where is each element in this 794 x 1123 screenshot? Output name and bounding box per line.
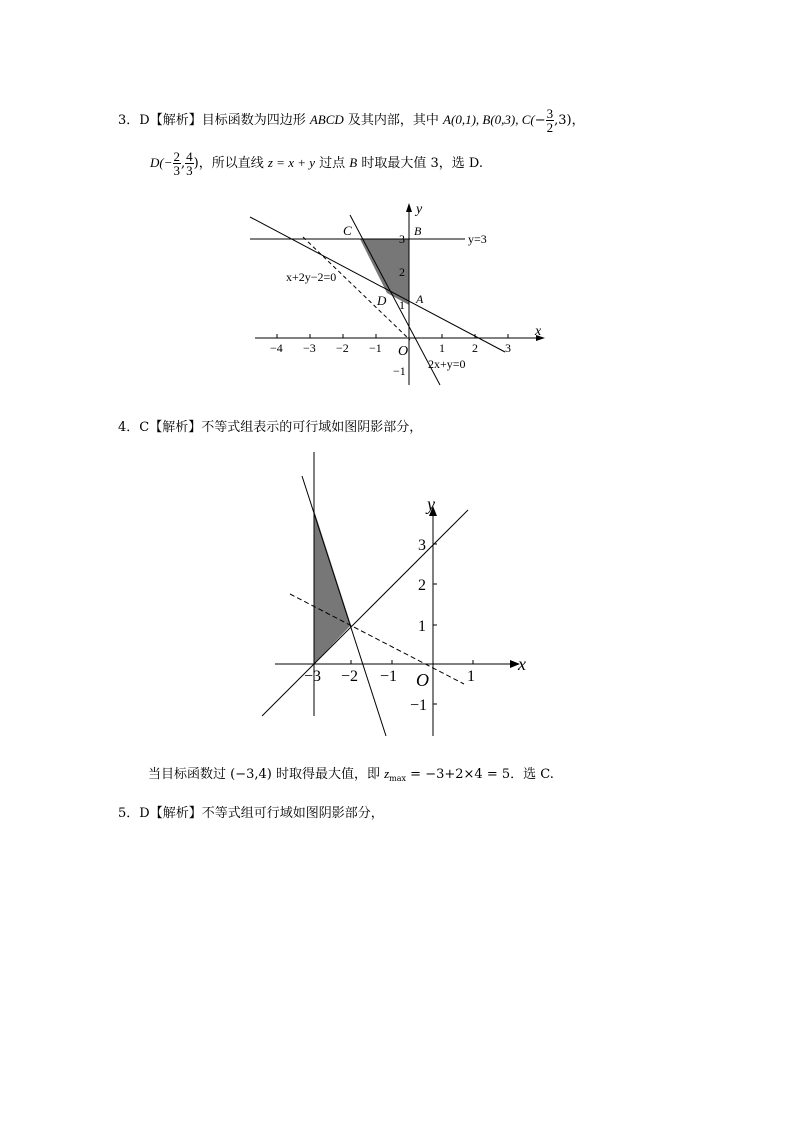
q4-conclusion: [148, 763, 554, 783]
fig2-x-label: x: [518, 654, 526, 674]
fig1-line-x2y: [250, 217, 505, 352]
q3-line-2: D(− $\frac{2}{3}$ , $\frac{4}{3}$ )，所以直线 z = x + y 过点 B 时取最大值 3，选 D.: [150, 149, 483, 178]
q3-mid: 及其内部，其中: [343, 113, 444, 128]
fig1-label-y3: y=3: [468, 232, 487, 246]
fig2-xtick: −2: [341, 668, 359, 685]
fig2-xtick: −1: [380, 668, 398, 685]
q3-frac-c: $\frac{3}{2}$: [546, 106, 554, 135]
q3-prefix: 3．D【解析】目标函数为四边形: [118, 113, 310, 128]
q3-c-tail: ,3)，: [554, 113, 585, 128]
q3-conclusion: 时取最大值 3，选 D.: [357, 156, 483, 171]
fig1-xtick: −1: [369, 341, 382, 355]
fig1-ytick: 1: [399, 298, 405, 312]
q4-z-sub: max: [389, 774, 407, 783]
fig2-ytick: 1: [418, 618, 426, 635]
q3-equation: z = x + y: [267, 155, 316, 170]
fig2-ytick: 2: [418, 577, 426, 594]
q3-points-ab: A(0,1), B(0,3), C(: [443, 112, 535, 127]
q3-minus: −: [534, 113, 546, 128]
fig1-xtick: −2: [336, 341, 349, 355]
q4-line: 4．C【解析】不等式组表示的可行域如图阴影部分，: [118, 420, 423, 435]
fig1-label-line1: x+2y−2=0: [286, 270, 337, 284]
fig1-point-c: C: [343, 223, 352, 238]
fig1-y-arrow: [406, 203, 412, 212]
fig1-xtick: −4: [270, 341, 283, 355]
fig1-x-label: x: [535, 324, 542, 339]
figure-2: [250, 448, 550, 748]
fig1-ytick: 3: [399, 232, 405, 246]
fig1-xtick: 1: [439, 341, 445, 355]
q5-line: 5．D【解析】不等式组可行域如图阴影部分，: [118, 806, 384, 821]
q4-conclusion-pre: 当目标函数过 (−3,4) 时取得最大值，即: [148, 767, 385, 782]
fig1-point-a: A: [416, 292, 424, 306]
q3-line-1: [118, 107, 585, 134]
q3-quad-label: ABCD: [309, 112, 344, 127]
fig2-ytick: 3: [418, 537, 426, 554]
figure-1: [240, 195, 560, 395]
fig2-xtick: 1: [467, 668, 475, 685]
fig1-y-label: y: [416, 202, 423, 217]
fig2-xtick: −3: [304, 668, 322, 685]
fig2-ytick: −1: [410, 697, 428, 714]
fig2-y-label: y: [427, 494, 435, 514]
fig2-origin: O: [416, 670, 429, 690]
fig1-point-b: B: [414, 224, 422, 238]
fig1-label-line2: 2x+y=0: [428, 357, 466, 371]
q3-point-b: B: [349, 155, 358, 170]
q3-frac-d1: $\frac{2}{3}$: [173, 149, 180, 178]
fig2-feasible-region: [314, 510, 351, 664]
fig1-xtick: 2: [472, 341, 478, 355]
q3-d-tail: )，所以直线: [193, 156, 268, 171]
fig1-ytick: −1: [393, 364, 406, 378]
q4-z: z: [384, 766, 390, 781]
fig2-line-diagonal: [262, 510, 468, 716]
fig1-origin: O: [398, 344, 409, 359]
q4-conclusion-post: = −3+2×4 = 5．选 C.: [406, 767, 554, 782]
fig1-point-d: D: [377, 293, 387, 308]
q3-frac-d2: $\frac{4}{3}$: [186, 149, 193, 178]
fig1-xtick: −3: [303, 341, 316, 355]
q3-d-head: D(−: [150, 155, 173, 170]
q3-after-eq: 过点: [315, 156, 350, 171]
fig1-xtick: 3: [505, 341, 511, 355]
fig1-ytick: 2: [399, 265, 405, 279]
